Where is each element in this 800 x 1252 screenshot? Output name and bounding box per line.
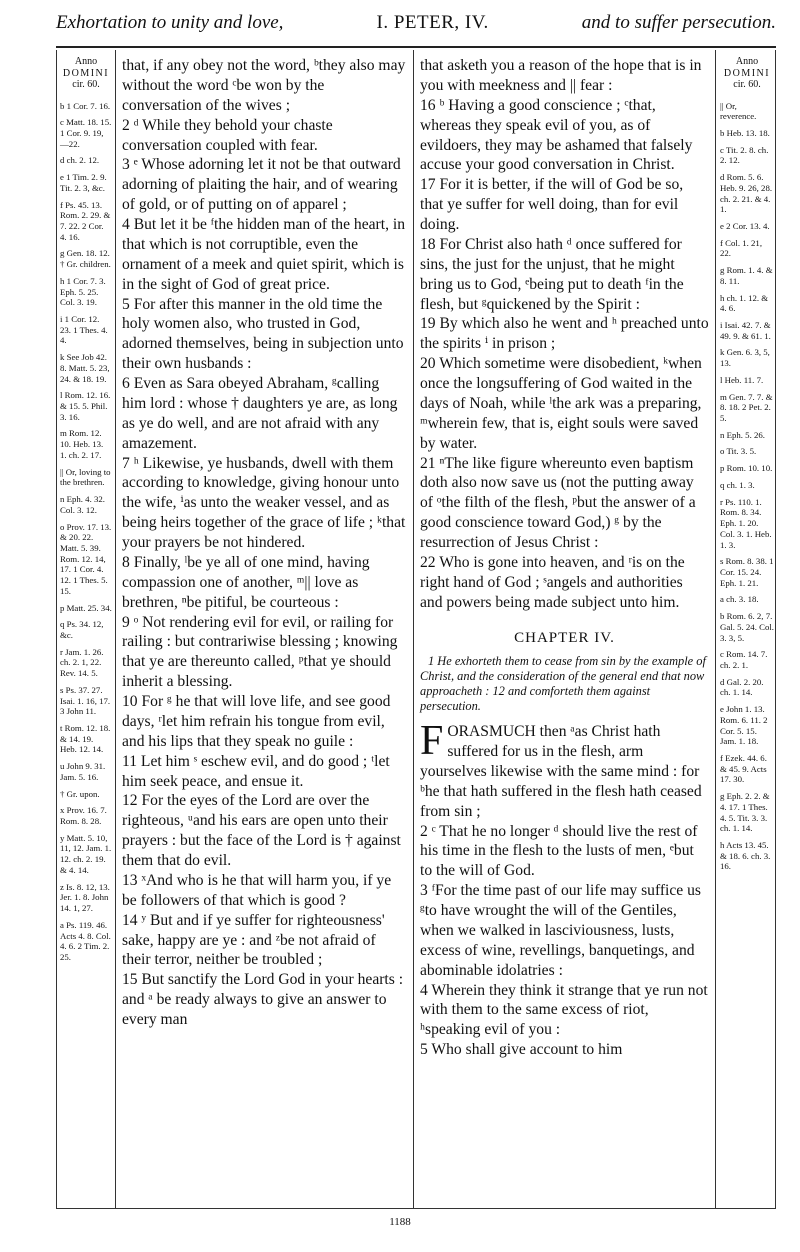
margin-note: q ch. 1. 3.	[720, 479, 755, 490]
margin-note: l Rom. 12. 16. & 15. 5. Phil. 3. 16.	[60, 390, 111, 422]
column-2-text	[420, 56, 709, 1060]
margin-note: o Prov. 17. 13. & 20. 22. Matt. 5. 39. Rom. 12. 14, 17. 1 Cor. 4. 12. 1 Thes. 5. 15.	[60, 521, 112, 596]
margin-note: b Rom. 6. 2, 7. Gal. 5. 24. Col. 3. 3, 5.	[720, 611, 775, 643]
column-divider-center	[413, 50, 414, 1209]
left-notes-list	[60, 101, 112, 963]
verse-paragraph: 5 Who shall give account to him	[420, 1041, 623, 1059]
margin-note: u John 9. 31. Jam. 5. 16.	[60, 761, 106, 782]
margin-note: o Tit. 3. 5.	[720, 446, 757, 457]
margin-note: b 1 Cor. 7. 16.	[60, 100, 111, 111]
verse-paragraph: 5 For after this manner in the old time the holy women also, who trusted in God, adorned themselves, being in subjection unto their own husbands :	[122, 295, 404, 373]
verse-paragraph: 13 ˣAnd who is he that will harm you, if ye be followers of that which is good ?	[122, 871, 392, 909]
margin-note: z Is. 8. 12, 13. Jer. 1. 8. John 14. 1, 27.	[60, 881, 110, 914]
margin-note: d Gal. 2. 20. ch. 1. 14.	[720, 676, 764, 698]
verse-paragraph: 16 ᵇ Having a good conscience ; ᶜthat, whereas they speak evil of you, as of evildoers, they may be ashamed that falsely accuse your good conversation in Christ.	[420, 96, 693, 174]
margin-note: q Ps. 34. 12, &c.	[60, 619, 104, 640]
anno-domini-right: Anno DOMINI cir. 60.	[723, 56, 771, 90]
margin-note: m Rom. 12. 10. Heb. 13. 1. ch. 2. 17.	[60, 428, 104, 460]
verse-paragraph: 8 Finally, ˡbe ye all of one mind, having compassion one of another, ᵐ|| love as brethren, ⁿbe pitiful, be courteous :	[122, 553, 370, 611]
right-notes-list	[720, 101, 774, 873]
margin-note: n Eph. 5. 26.	[720, 429, 765, 440]
anno-domini-left: Anno DOMINI cir. 60.	[62, 56, 110, 90]
margin-note: g Eph. 2. 2. & 4. 17. 1 Thes. 4. 5. Tit. 3. 3. ch. 1. 14.	[720, 791, 770, 834]
verse-paragraph: 4 Wherein they think it strange that ye run not with them to the same excess of riot, ʰspeaking evil of you :	[420, 981, 708, 1039]
margin-note: d ch. 2. 12.	[60, 155, 100, 166]
margin-note: k See Job 42. 8. Matt. 5. 23, 24. & 18. 19.	[60, 352, 110, 384]
margin-note: l Heb. 11. 7.	[720, 374, 764, 385]
verse-paragraph: 11 Let him ˢ eschew evil, and do good ; ᵗlet him seek peace, and ensue it.	[122, 752, 390, 790]
verse-paragraph: 18 For Christ also hath ᵈ once suffered for sins, the just for the unjust, that he might bring us to God, ᵉbeing put to death ᶠin the flesh, but ᵍquickened by the Spirit :	[420, 235, 684, 313]
margin-note: x Prov. 16. 7. Rom. 8. 28.	[60, 805, 107, 827]
margin-note: s Rom. 8. 38. 1 Cor. 15. 24. Eph. 1. 21.	[720, 556, 774, 588]
margin-note: b Heb. 13. 18.	[720, 127, 770, 138]
margin-note: f Ps. 45. 13. Rom. 2. 29. & 7. 22. 2 Cor. 4. 16.	[60, 199, 111, 242]
margin-note: f Ezek. 44. 6. & 45. 9. Acts 17. 30.	[720, 753, 767, 785]
margin-note: a ch. 3. 18.	[720, 594, 759, 605]
margin-note: e 1 Tim. 2. 9. Tit. 2. 3, &c.	[60, 172, 107, 193]
verse-paragraph: 3 ᵉ Whose adorning let it not be that outward adorning of plaiting the hair, and of wearing of gold, or of putting on of apparel ;	[122, 156, 401, 214]
margin-note: c Rom. 14. 7. ch. 2. 1.	[720, 649, 768, 670]
header-center: I. PETER, IV.	[376, 12, 489, 33]
margin-note: † Gr. upon.	[60, 788, 100, 799]
margin-note: h Acts 13. 45. & 18. 6. ch. 3. 16.	[720, 840, 771, 872]
margin-note: e 2 Cor. 13. 4.	[720, 220, 770, 231]
margin-note: h ch. 1. 12. & 4. 6.	[720, 292, 769, 314]
verse-paragraph: 9 ᵒ Not rendering evil for evil, or railing for railing : but contrariwise blessing ; knowing that ye are thereunto called, ᵖthat ye should inherit a blessing.	[122, 613, 398, 691]
verse-paragraph: 10 For ᵍ he that will love life, and see good days, ʳlet him refrain his tongue from evil, and his lips that they speak no guile :	[122, 693, 391, 750]
margin-note: p Rom. 10. 10.	[720, 463, 773, 474]
margin-note: r Jam. 1. 26. ch. 2. 1, 22. Rev. 14. 5.	[60, 646, 104, 679]
page-number: 1188	[389, 1216, 411, 1228]
verse-paragraph: 17 For it is better, if the will of God be so, that ye suffer for well doing, than for evil doing.	[420, 176, 684, 233]
margin-note: g Rom. 1. 4. & 8. 11.	[720, 265, 773, 286]
margin-note: h 1 Cor. 7. 3. Eph. 5. 25. Col. 3. 19.	[60, 275, 106, 308]
verse-paragraph: 7 ʰ Likewise, ye husbands, dwell with them according to knowledge, giving honour unto the wife, ⁱas unto the weaker vessel, and as being heirs together of the grace of life ; ᵏthat your prayers be not hindered.	[122, 454, 406, 551]
margin-note: f Col. 1. 21, 22.	[720, 237, 763, 259]
margin-note: r Ps. 110. 1. Rom. 8. 34. Eph. 1. 20. Col. 3. 1. Heb. 1. 3.	[720, 496, 772, 550]
chapter-4-verse-1: FORASMUCH then ᵃas Christ hath suffered for us in the flesh, arm yourselves likewise with the same mind : for ᵇhe that hath suffered in the flesh hath ceased from sin ;	[420, 718, 702, 820]
verse-paragraph: 6 Even as Sara obeyed Abraham, ᵍcalling him lord : whose † daughters ye are, as long as ye do well, and are not afraid with any amazement.	[122, 375, 398, 452]
verse-paragraph: 15 But sanctify the Lord God in your hearts : and ᵃ be ready always to give an answer to every man	[122, 971, 404, 1028]
margin-note: s Ps. 37. 27. Isai. 1. 16, 17. 3 John 11.	[60, 684, 111, 717]
chapter-summary: 1 He exhorteth them to cease from sin by the example of Christ, and the consideration of the general end that now approacheth : 12 and comforteth them against persecution.	[420, 653, 706, 713]
margin-note: i 1 Cor. 12. 23. 1 Thes. 4. 4.	[60, 314, 108, 346]
verse-paragraph: 20 Which sometime were disobedient, ᵏwhen once the longsuffering of God waited in the days of Noah, while ˡthe ark was a preparing, ᵐwherein few, that is, eight souls were saved by water.	[420, 355, 702, 452]
verse-paragraph: 3 ᶠFor the time past of our life may suffice us ᵍto have wrought the will of the Gentiles, when we walked in lasciviousness, lusts, excess of wine, revellings, banquetings, and abominable idolatries :	[420, 882, 701, 979]
right-margin-notes	[720, 56, 774, 878]
margin-note: n Eph. 4. 32. Col. 3. 12.	[60, 494, 105, 515]
margin-note: || Or, loving to the brethren.	[60, 466, 111, 488]
margin-note: k Gen. 6. 3, 5, 13.	[720, 347, 770, 369]
margin-note: y Matt. 5. 10, 11, 12. Jam. 1. 12. ch. 2. 19. & 4. 14.	[60, 832, 112, 875]
header-rule	[56, 46, 776, 48]
margin-note: e John 1. 13. Rom. 6. 11. 2 Cor. 5. 15. Jam. 1. 18.	[720, 704, 768, 747]
verse-paragraph: 2 ᵈ While they behold your chaste conversation coupled with fear.	[122, 116, 333, 154]
margin-note: p Matt. 25. 34.	[60, 602, 112, 613]
margin-note: g Gen. 18. 12. † Gr. children.	[60, 248, 111, 270]
verse-paragraph: 19 By which also he went and ʰ preached unto the spirits ⁱ in prison ;	[420, 315, 709, 353]
margin-note: c Matt. 18. 15. 1 Cor. 9. 19, —22.	[60, 117, 112, 149]
verse-paragraph: 21 ⁿThe like figure whereunto even baptism doth also now save us (not the putting away of ᵒthe filth of the flesh, ᵖbut the answer of a good conscience toward God,) ᵍ by the resurrection of Jesus Christ :	[420, 454, 696, 551]
margin-note: m Gen. 7. 7. & 8. 18. 2 Pet. 2. 5.	[720, 391, 773, 424]
column-1-text	[122, 56, 407, 1030]
verse-paragraph: 22 Who is gone into heaven, and ʳis on the right hand of God ; ˢangels and authorities and powers being made subject unto him.	[420, 553, 685, 611]
verse-paragraph: 2 ᶜ That he no longer ᵈ should live the rest of his time in the flesh to the lusts of men, ᵉbut to the will of God.	[420, 822, 698, 880]
column-divider-right	[715, 50, 716, 1209]
verse-paragraph: 12 For the eyes of the Lord are over the righteous, ᵘand his ears are open unto their prayers : but the face of the Lord is † against them that do evil.	[122, 792, 401, 869]
header-right: and to suffer persecution.	[581, 12, 776, 33]
column-2-paragraphs-ch3	[420, 56, 709, 613]
column-2-paragraphs-ch4	[420, 822, 709, 1061]
margin-note: i Isai. 42. 7. & 49. 9. & 61. 1.	[720, 320, 771, 341]
margin-note: a Ps. 119. 46. Acts 4. 8. Col. 4. 6. 2 Tim. 2. 25.	[60, 919, 111, 962]
margin-note: d Rom. 5. 6. Heb. 9. 26, 28. ch. 2. 21. & 4. 1.	[720, 172, 773, 215]
margin-note: || Or, reverence.	[720, 100, 757, 122]
running-header	[56, 12, 776, 36]
chapter-heading: CHAPTER IV.	[514, 629, 615, 646]
margin-note: t Rom. 12. 18. & 14. 19. Heb. 12. 14.	[60, 723, 111, 755]
margin-note: c Tit. 2. 8. ch. 2. 12.	[720, 144, 769, 166]
verse-paragraph: that asketh you a reason of the hope that is in you with meekness and || fear :	[420, 57, 702, 94]
verse-paragraph: 14 ʸ But and if ye suffer for righteousness' sake, happy are ye : and ᶻbe not afraid of their terror, neither be troubled ;	[122, 911, 385, 969]
drop-cap: F	[420, 718, 444, 765]
left-margin-notes	[60, 56, 112, 969]
verse-paragraph: that, if any obey not the word, ᵇthey also may without the word ᶜbe won by the conversation of the wives ;	[122, 57, 406, 114]
header-left: Exhortation to unity and love,	[56, 12, 284, 33]
column-divider-left	[115, 50, 116, 1209]
verse-paragraph: 4 But let it be ᶠthe hidden man of the heart, in that which is not corruptible, even the ornament of a meek and quiet spirit, which is in the sight of God of great price.	[122, 216, 406, 293]
column-1-paragraphs	[122, 56, 407, 1030]
